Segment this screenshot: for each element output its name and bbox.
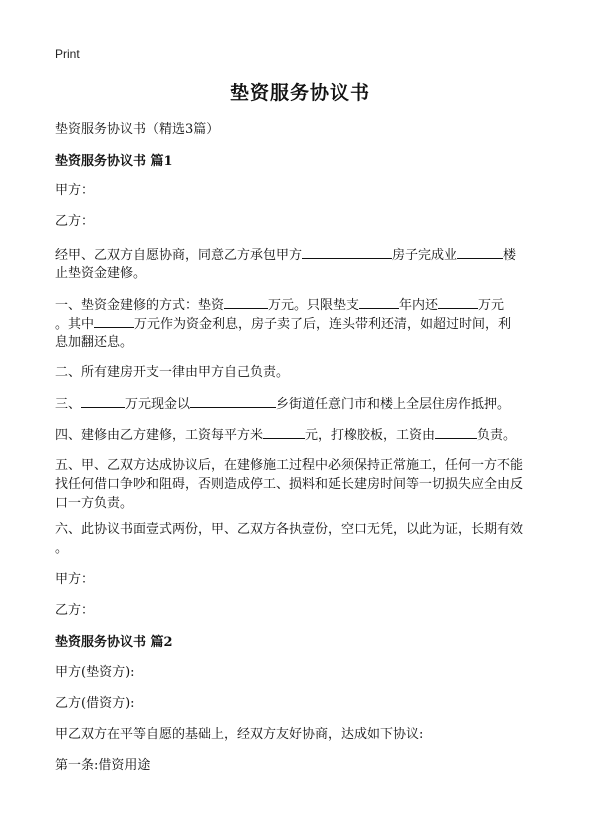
text: 三、 [55,397,82,412]
section2-party-a: 甲方(垫资方): [55,665,135,680]
paragraph-7-line-1: 六、此协议书面壹式两份，甲、乙双方各执壹份，空口无凭，以此为证，长期有效 [55,522,524,537]
blank-line [190,394,276,408]
text: 负责。 [477,428,517,443]
paragraph-6-line-2: 找任何借口争吵和阻碍，否则造成停工、损料和延长建房时间等一切损失应全由反 [55,477,524,492]
paragraph-2-line-3: 息加翻还息。 [55,335,134,350]
print-link[interactable]: Print [55,47,80,61]
paragraph-1-line-2: 止垫资金建修。 [55,266,147,281]
blank-line [94,314,134,328]
text: 。其中 [55,317,95,332]
paragraph-5 [55,425,545,445]
paragraph-6-line-1: 五、甲、乙双方达成协议后，在建修施工过程中必须保持正常施工，任何一方不能 [55,458,524,473]
text: 万元 [478,298,505,313]
blank-line [435,425,477,439]
section1-heading: 垫资服务协议书 篇1 [55,154,173,169]
blank-line [81,394,125,408]
section2-intro: 甲乙双方在平等自愿的基础上，经双方友好协商，达成如下协议: [55,727,424,742]
text: 四、建修由乙方建修，工资每平方米 [55,428,264,443]
paragraph-1-line-1 [55,245,545,265]
text: 乡街道任意门市和楼上全层住房作抵押。 [276,397,511,412]
blank-line [457,245,503,259]
section2-party-b: 乙方(借资方): [55,696,135,711]
party-a-label: 甲方： [55,183,95,198]
text: 一、垫资金建修的方式：垫资 [55,298,225,313]
text: 房子完成业 [392,248,458,263]
section2-article-1: 第一条:借资用途 [55,758,151,773]
paragraph-2-line-2 [55,314,545,334]
paragraph-4 [55,394,545,414]
blank-line [224,295,268,309]
text: 万元现金以 [125,397,191,412]
blank-line [302,245,392,259]
signature-party-a: 甲方： [55,572,95,587]
party-b-label: 乙方： [55,214,95,229]
paragraph-2-line-1 [55,295,545,315]
document-subtitle: 垫资服务协议书（精选3篇） [55,122,220,137]
text: 年内还 [399,298,439,313]
paragraph-7-line-2: 。 [55,541,69,556]
section2-heading: 垫资服务协议书 篇2 [55,635,173,650]
paragraph-6-line-3: 口一方负责。 [55,496,134,511]
blank-line [438,295,478,309]
document-title: 垫资服务协议书 [229,82,370,104]
signature-party-b: 乙方： [55,603,95,618]
blank-line [263,425,305,439]
text: 万元作为资金利息，房子卖了后，连头带利还清，如超过时间，利 [134,317,512,332]
text: 万元。只限垫支 [268,298,360,313]
text: 经甲、乙双方自愿协商，同意乙方承包甲方 [55,248,303,263]
blank-line [359,295,399,309]
text: 元，打橡胶板，工资由 [305,428,436,443]
text: 楼 [503,248,517,263]
paragraph-3: 二、所有建房开支一律由甲方自己负责。 [55,365,290,380]
